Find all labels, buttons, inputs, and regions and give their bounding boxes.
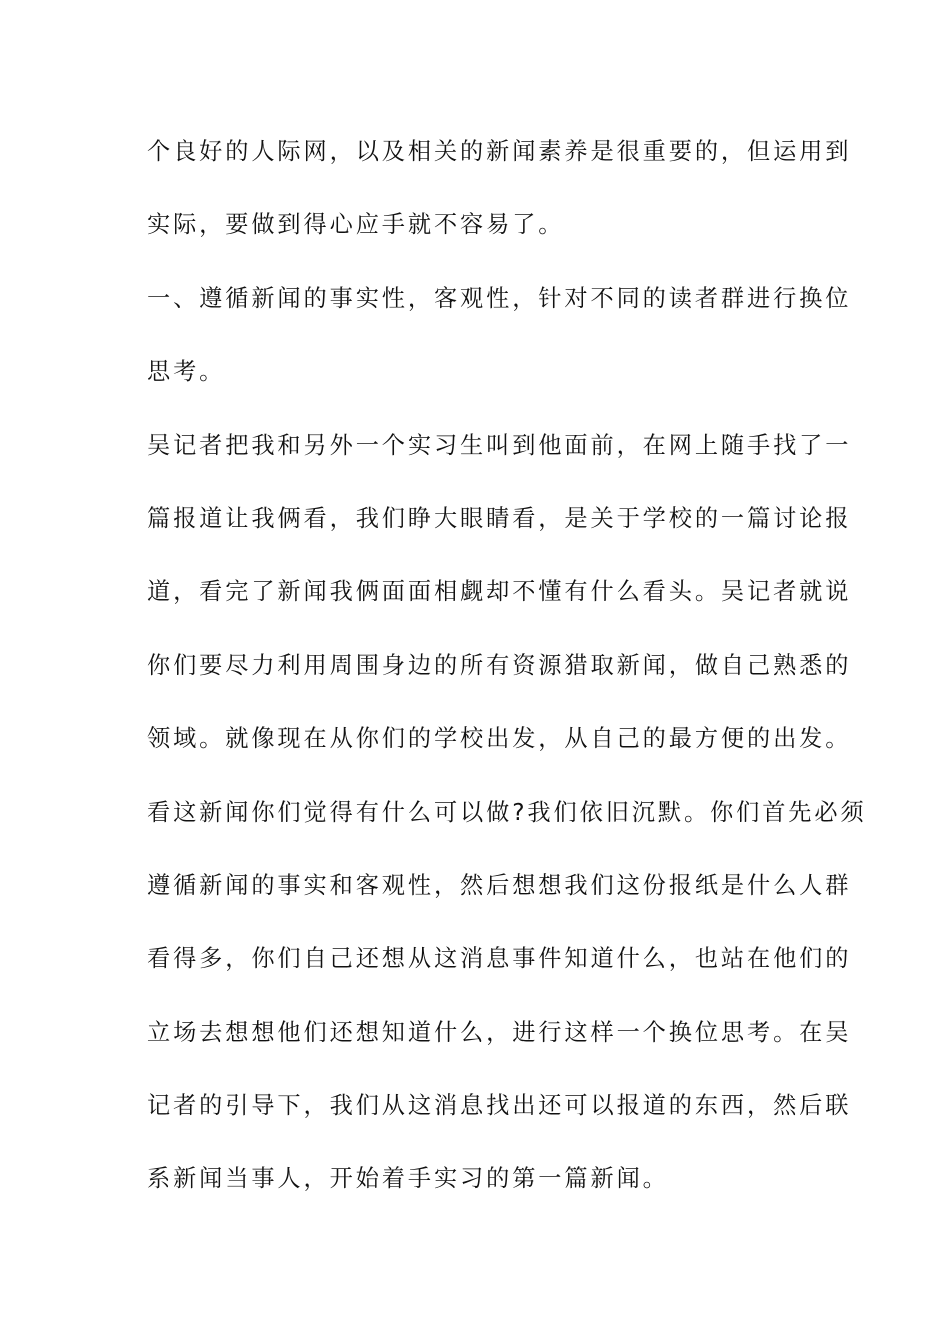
text-line: 记者的引导下，我们从这消息找出还可以报道的东西，然后联 <box>147 1092 852 1120</box>
text-line: 吴记者把我和另外一个实习生叫到他面前，在网上随手找了一 <box>147 431 852 459</box>
text-line: 系新闻当事人，开始着手实习的第一篇新闻。 <box>147 1165 669 1193</box>
text-line: 看这新闻你们觉得有什么可以做?我们依旧沉默。你们首先必须 <box>147 798 867 826</box>
text-line: 道，看完了新闻我俩面面相觑却不懂有什么看头。吴记者就说 <box>147 578 852 606</box>
text-line: 你们要尽力利用周围身边的所有资源猎取新闻，做自己熟悉的 <box>147 651 852 679</box>
text-line: 看得多，你们自己还想从这消息事件知道什么，也站在他们的 <box>147 945 852 973</box>
section-heading-line: 一、遵循新闻的事实性，客观性，针对不同的读者群进行换位 <box>147 284 852 312</box>
text-line: 实际，要做到得心应手就不容易了。 <box>147 211 565 239</box>
text-line: 遵循新闻的事实和客观性，然后想想我们这份报纸是什么人群 <box>147 871 852 899</box>
text-line: 立场去想想他们还想知道什么，进行这样一个换位思考。在吴 <box>147 1018 852 1046</box>
body-text <box>147 128 867 1229</box>
text-line: 领域。就像现在从你们的学校出发，从自己的最方便的出发。 <box>147 725 852 753</box>
text-line: 个良好的人际网，以及相关的新闻素养是很重要的，但运用到 <box>147 138 852 165</box>
section-heading-line: 思考。 <box>147 358 226 386</box>
text-line: 篇报道让我俩看，我们睁大眼睛看，是关于学校的一篇讨论报 <box>147 504 852 532</box>
